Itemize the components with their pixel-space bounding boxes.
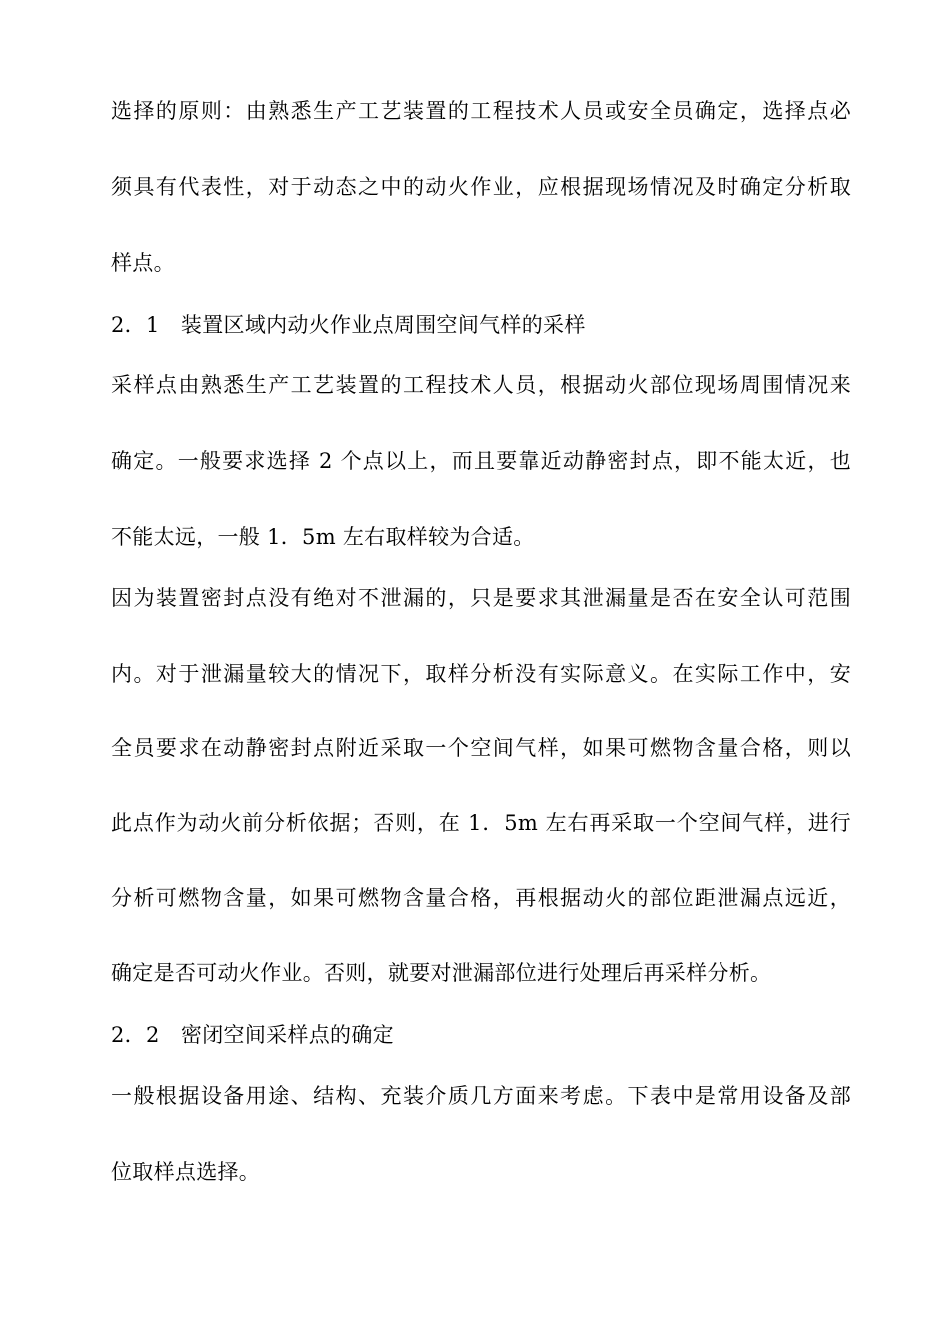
text-line-12: 分析可燃物含量，如果可燃物含量合格，再根据动火的部位距泄漏点远近，	[111, 886, 851, 910]
text-line-10: 全员要求在动静密封点附近采取一个空间气样，如果可燃物含量合格，则以	[111, 736, 851, 760]
section-heading-2-2: 2．2 密闭空间采样点的确定	[111, 1023, 394, 1047]
text-line-16: 位取样点选择。	[111, 1160, 261, 1184]
text-line-2: 须具有代表性，对于动态之中的动火作业，应根据现场情况及时确定分析取	[111, 175, 851, 199]
text-line-1: 选择的原则：由熟悉生产工艺装置的工程技术人员或安全员确定，选择点必	[111, 99, 851, 123]
text-line-3: 样点。	[111, 251, 175, 275]
text-line-7: 不能太远，一般 1．5m 左右取样较为合适。	[111, 525, 535, 549]
text-line-8: 因为装置密封点没有绝对不泄漏的，只是要求其泄漏量是否在安全认可范围	[111, 586, 851, 610]
text-line-15: 一般根据设备用途、结构、充装介质几方面来考虑。下表中是常用设备及部	[111, 1084, 851, 1108]
text-line-9: 内。对于泄漏量较大的情况下，取样分析没有实际意义。在实际工作中，安	[111, 662, 851, 686]
text-line-5: 采样点由熟悉生产工艺装置的工程技术人员，根据动火部位现场周围情况来	[111, 373, 851, 397]
text-line-6: 确定。一般要求选择 2 个点以上，而且要靠近动静密封点，即不能太近，也	[111, 449, 851, 473]
section-heading-2-1: 2．1 装置区域内动火作业点周围空间气样的采样	[111, 313, 586, 337]
text-line-11: 此点作为动火前分析依据；否则，在 1．5m 左右再采取一个空间气样，进行	[111, 811, 851, 835]
text-line-13: 确定是否可动火作业。否则，就要对泄漏部位进行处理后再采样分析。	[111, 961, 772, 985]
